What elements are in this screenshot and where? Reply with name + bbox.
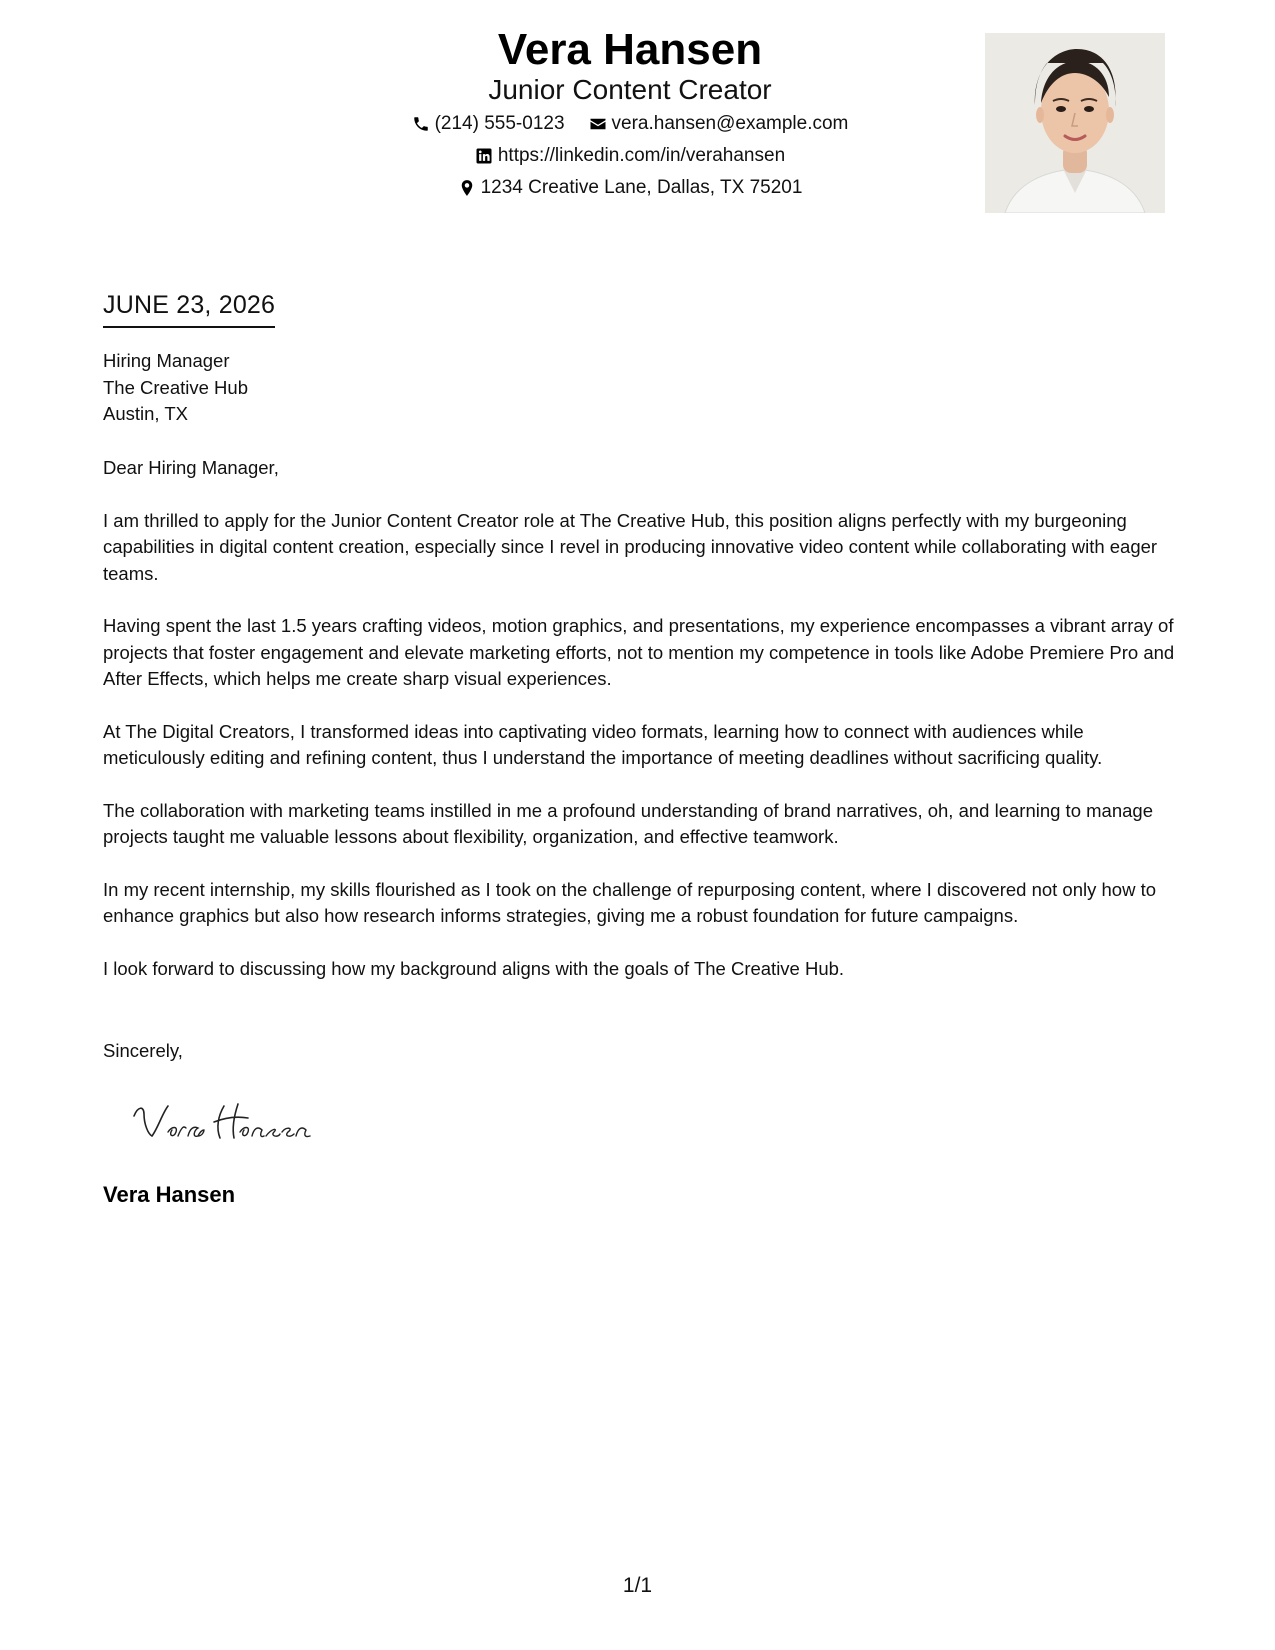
envelope-icon [589,115,607,133]
contact-phone [412,111,565,137]
closing: Sincerely, [103,1040,183,1061]
letter-body [103,455,1178,1008]
letter-date: JUNE 23, 2026 [103,288,275,328]
linkedin-url[interactable]: https://linkedin.com/in/verahansen [497,145,786,166]
body-paragraph: The collaboration with marketing teams instilled in me a profound understanding of brand narratives, oh, and learning to manage projects taught me valuable lessons about flexibility, organization, and effective teamwork. [103,799,1153,847]
contact-line-phone-email [330,111,930,137]
body-paragraph: I am thrilled to apply for the Junior Content Creator role at The Creative Hub, this position aligns perfectly with my burgeoning capabilities in digital content creation, especially since I revel in producing innovative video content while collaborating with eager teams. [103,509,1158,584]
body-paragraph: Having spent the last 1.5 years crafting videos, motion graphics, and presentations, my experience encompasses a vibrant array of projects that foster engagement and elevate marketing efforts, not to mention my competence in tools like Adobe Premiere Pro and After Effects, which helps me create sharp visual experiences. [103,615,1175,689]
applicant-name: Vera Hansen [497,25,763,74]
body-paragraph: At The Digital Creators, I transformed ideas into captivating video formats, learning how to connect with audiences while meticulously editing and refining content, thus I understand the importance of meeting deadlines without sacrificing quality. [103,720,1103,768]
map-marker-icon [458,179,476,197]
linkedin-icon [475,147,493,165]
phone-icon [412,115,430,133]
contact-line-linkedin [330,143,930,169]
profile-photo [985,33,1165,213]
recipient-title: Hiring Manager [103,350,230,371]
address-text: 1234 Creative Lane, Dallas, TX 75201 [480,177,803,198]
recipient-company: The Creative Hub [103,376,248,398]
recipient-location: Austin, TX [103,403,189,424]
body-paragraph: In my recent internship, my skills flourished as I took on the challenge of repurposing content, where I discovered not only how to enhance graphics but also how research informs strategies, giving me a robust foundation for future campaigns. [103,878,1157,926]
contact-linkedin [475,143,785,169]
email-address[interactable]: vera.hansen@example.com [611,113,849,134]
body-paragraph: I look forward to discussing how my background aligns with the goals of The Creative Hub. [103,957,845,979]
contact-address [458,175,803,201]
page-number: 1/1 [622,1574,653,1597]
salutation: Dear Hiring Manager, [103,457,279,478]
handwritten-signature [128,1092,338,1152]
contact-line-address [330,175,930,201]
recipient-block [103,348,248,428]
signer-name: Vera Hansen [103,1182,236,1207]
applicant-job-title: Junior Content Creator [488,74,772,105]
contact-email [589,111,849,137]
phone-number[interactable]: (214) 555-0123 [434,113,565,134]
